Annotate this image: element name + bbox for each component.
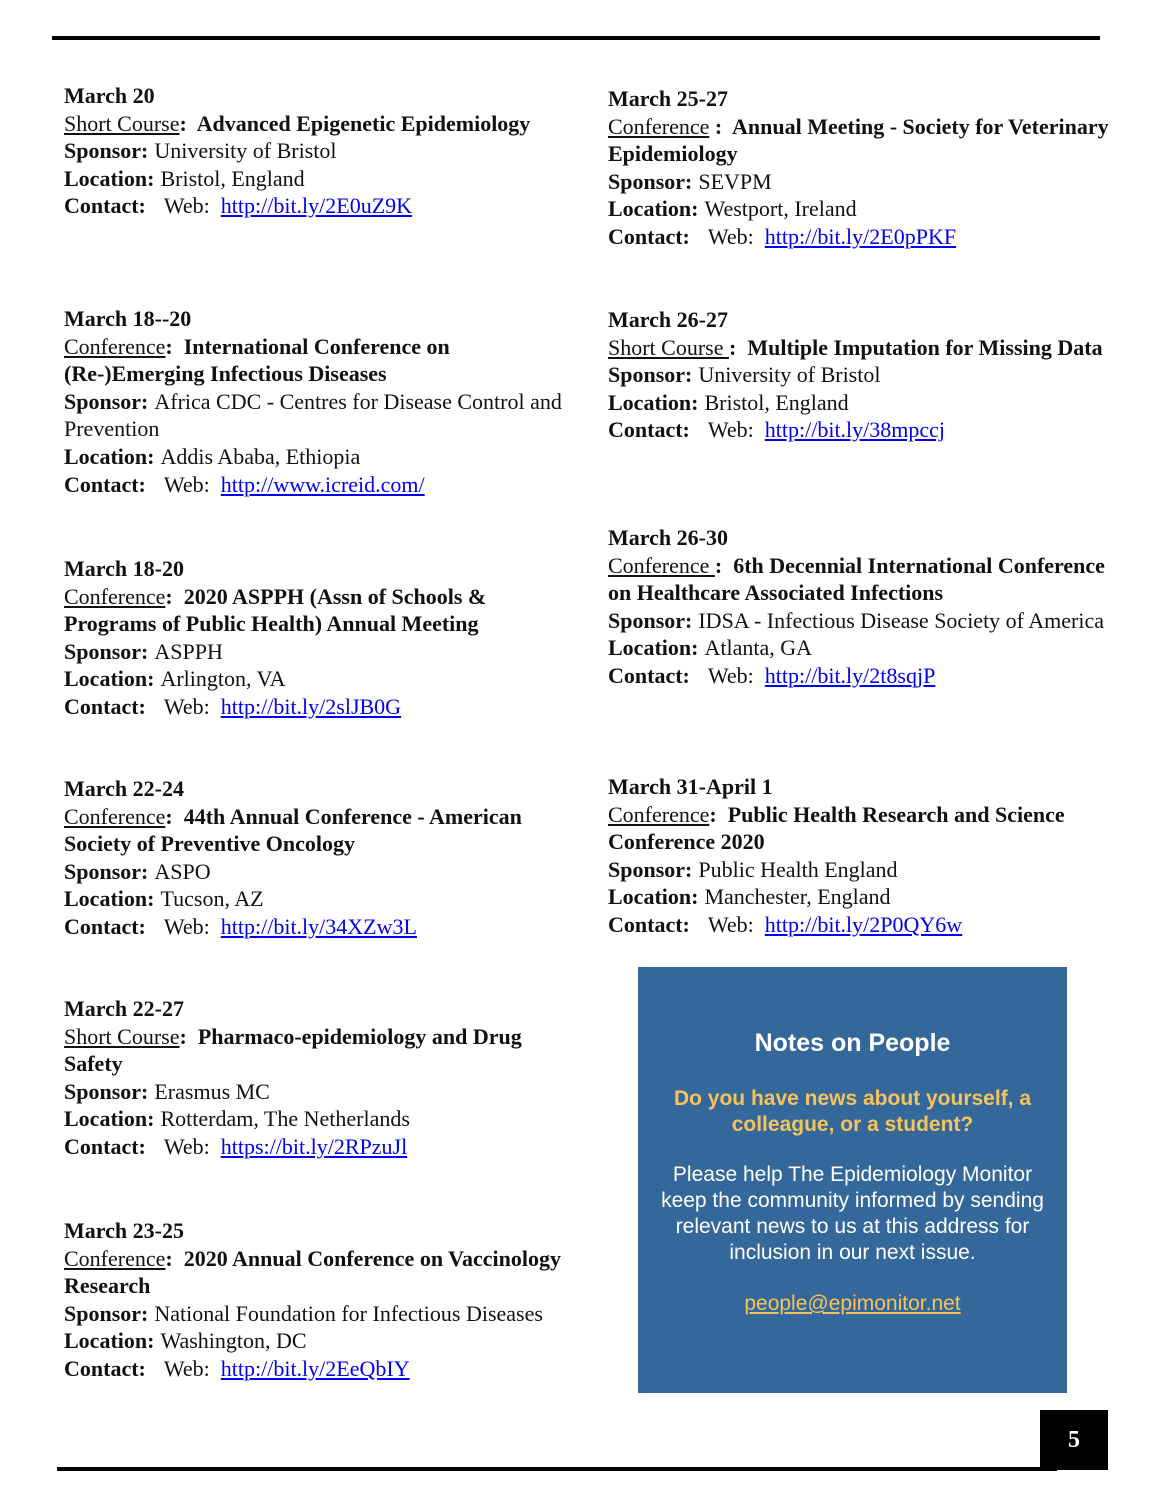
event-date: March 22-27 bbox=[64, 996, 184, 1021]
location-value: Westport, Ireland bbox=[704, 196, 857, 222]
event-location bbox=[608, 389, 1113, 417]
sponsor-value: ASPPH bbox=[154, 638, 223, 664]
location-value: Atlanta, GA bbox=[704, 635, 812, 661]
event-location bbox=[64, 443, 584, 471]
event-date: March 26-30 bbox=[608, 525, 728, 550]
location-value: Bristol, England bbox=[160, 165, 305, 191]
web-label: Web: bbox=[163, 913, 210, 939]
web-label: Web: bbox=[163, 471, 210, 497]
page-number: 5 bbox=[1040, 1410, 1108, 1470]
web-label: Web: bbox=[163, 1133, 210, 1159]
location-label: Location: bbox=[64, 165, 155, 191]
event-title: International Conference on (Re-)Emerging Infectious Diseases bbox=[64, 333, 450, 387]
event-entry bbox=[608, 773, 1113, 939]
event-type: Conference bbox=[64, 1245, 166, 1271]
event-sponsor bbox=[608, 168, 1113, 196]
event-heading bbox=[64, 803, 584, 858]
event-type-sep: : bbox=[165, 803, 173, 829]
location-label: Location: bbox=[608, 635, 699, 661]
event-type-sep: : bbox=[714, 552, 723, 578]
event-date: March 18-20 bbox=[64, 556, 184, 581]
event-link[interactable]: http://bit.ly/2slJB0G bbox=[220, 693, 402, 719]
event-location bbox=[64, 885, 584, 913]
event-entry bbox=[608, 524, 1113, 690]
contact-label: Contact: bbox=[608, 662, 690, 688]
sponsor-label: Sponsor: bbox=[64, 858, 149, 884]
event-heading bbox=[64, 583, 584, 638]
event-contact bbox=[64, 913, 584, 941]
contact-label: Contact: bbox=[64, 193, 146, 219]
event-heading bbox=[608, 334, 1113, 362]
location-value: Addis Ababa, Ethiopia bbox=[160, 443, 361, 469]
event-type-sep: : bbox=[709, 801, 717, 827]
sponsor-value: University of Bristol bbox=[154, 138, 337, 164]
event-entry bbox=[64, 775, 584, 941]
sponsor-label: Sponsor: bbox=[64, 1078, 149, 1104]
event-date: March 22-24 bbox=[64, 776, 184, 801]
web-label: Web: bbox=[707, 911, 754, 937]
event-contact bbox=[64, 192, 584, 220]
event-type: Conference bbox=[608, 113, 710, 139]
event-heading bbox=[64, 110, 584, 138]
web-label: Web: bbox=[707, 223, 754, 249]
notes-question: Do you have news about yourself, a colleague, or a student? bbox=[673, 1087, 1032, 1136]
contact-label: Contact: bbox=[64, 693, 146, 719]
contact-label: Contact: bbox=[64, 1355, 146, 1381]
notes-title: Notes on People bbox=[754, 1029, 951, 1057]
event-location bbox=[608, 883, 1113, 911]
location-label: Location: bbox=[64, 1106, 155, 1132]
sponsor-value: Africa CDC - Centres for Disease Control and Prevention bbox=[64, 388, 562, 442]
event-type: Conference bbox=[64, 333, 166, 359]
event-entry bbox=[64, 305, 584, 498]
event-heading bbox=[608, 801, 1113, 856]
event-type-sep: : bbox=[165, 333, 173, 359]
sponsor-label: Sponsor: bbox=[608, 362, 693, 388]
contact-label: Contact: bbox=[64, 913, 146, 939]
event-contact bbox=[64, 1355, 584, 1383]
contact-label: Contact: bbox=[608, 911, 690, 937]
event-location bbox=[608, 634, 1113, 662]
event-date: March 26-27 bbox=[608, 307, 728, 332]
event-link[interactable]: http://bit.ly/34XZw3L bbox=[220, 913, 417, 939]
location-label: Location: bbox=[608, 884, 699, 910]
event-heading bbox=[64, 1023, 584, 1078]
web-label: Web: bbox=[163, 193, 210, 219]
location-label: Location: bbox=[64, 886, 155, 912]
event-contact bbox=[608, 416, 1113, 444]
event-type-sep: : bbox=[179, 110, 187, 136]
event-heading bbox=[64, 333, 584, 388]
event-link[interactable]: http://bit.ly/2P0QY6w bbox=[764, 911, 963, 937]
event-title: 6th Decennial International Conference on Healthcare Associated Infections bbox=[608, 552, 1105, 606]
event-link[interactable]: http://bit.ly/2E0pPKF bbox=[764, 223, 957, 249]
event-type-sep: : bbox=[729, 334, 737, 360]
contact-label: Contact: bbox=[608, 223, 690, 249]
event-type: Short Course bbox=[608, 334, 729, 360]
sponsor-label: Sponsor: bbox=[608, 168, 693, 194]
event-title: Advanced Epigenetic Epidemiology bbox=[196, 110, 531, 136]
event-title: 2020 Annual Conference on Vaccinology Research bbox=[64, 1245, 562, 1299]
event-type-sep: : bbox=[179, 1023, 187, 1049]
event-type: Conference bbox=[64, 803, 166, 829]
sponsor-label: Sponsor: bbox=[608, 607, 693, 633]
event-title: 44th Annual Conference - American Society of Preventive Oncology bbox=[64, 803, 522, 857]
event-type: Conference bbox=[64, 583, 166, 609]
event-date: March 23-25 bbox=[64, 1218, 184, 1243]
event-sponsor bbox=[64, 388, 584, 443]
sponsor-label: Sponsor: bbox=[608, 856, 693, 882]
sponsor-value: University of Bristol bbox=[698, 362, 881, 388]
event-sponsor bbox=[608, 856, 1113, 884]
event-location bbox=[64, 1105, 584, 1133]
event-heading bbox=[64, 1245, 584, 1300]
sponsor-value: IDSA - Infectious Disease Society of America bbox=[698, 607, 1105, 633]
web-label: Web: bbox=[163, 1355, 210, 1381]
contact-label: Contact: bbox=[64, 1133, 146, 1159]
event-sponsor bbox=[64, 1078, 584, 1106]
sponsor-label: Sponsor: bbox=[64, 138, 149, 164]
event-contact bbox=[608, 662, 1113, 690]
event-contact bbox=[64, 1133, 584, 1161]
location-value: Tucson, AZ bbox=[160, 886, 264, 912]
web-label: Web: bbox=[163, 693, 210, 719]
event-link[interactable]: http://bit.ly/2E0uZ9K bbox=[220, 193, 413, 219]
location-value: Washington, DC bbox=[160, 1328, 307, 1354]
notes-on-people-box bbox=[638, 967, 1067, 1393]
event-date: March 20 bbox=[64, 83, 155, 108]
event-location bbox=[64, 165, 584, 193]
event-link[interactable]: http://bit.ly/2EeQbIY bbox=[220, 1355, 410, 1381]
event-entry bbox=[64, 82, 584, 220]
event-type: Conference bbox=[608, 552, 715, 578]
location-value: Rotterdam, The Netherlands bbox=[160, 1106, 410, 1132]
event-type: Conference bbox=[608, 801, 710, 827]
event-title: Annual Meeting - Society for Veterinary Epidemiology bbox=[608, 113, 1109, 167]
event-sponsor bbox=[608, 361, 1113, 389]
event-contact bbox=[64, 693, 584, 721]
event-link[interactable]: http://bit.ly/2t8sqjP bbox=[764, 662, 936, 688]
notes-email-link[interactable]: people@epimonitor.net bbox=[744, 1292, 961, 1315]
event-type: Short Course bbox=[64, 1023, 180, 1049]
location-label: Location: bbox=[608, 196, 699, 222]
event-title: 2020 ASPPH (Assn of Schools & Programs of Public Health) Annual Meeting bbox=[64, 583, 487, 637]
event-link[interactable]: http://bit.ly/38mpccj bbox=[764, 417, 946, 443]
event-title: Pharmaco-epidemiology and Drug Safety bbox=[64, 1023, 522, 1077]
sponsor-label: Sponsor: bbox=[64, 388, 149, 414]
location-value: Arlington, VA bbox=[160, 666, 286, 692]
bottom-rule bbox=[57, 1467, 1057, 1471]
sponsor-value: National Foundation for Infectious Diseases bbox=[154, 1300, 543, 1326]
sponsor-value: SEVPM bbox=[698, 168, 772, 194]
event-entry bbox=[64, 1217, 584, 1383]
event-sponsor bbox=[64, 638, 584, 666]
location-label: Location: bbox=[64, 666, 155, 692]
sponsor-value: ASPO bbox=[154, 858, 211, 884]
event-type-sep: : bbox=[165, 583, 173, 609]
event-link[interactable]: https://bit.ly/2RPzuJl bbox=[220, 1133, 408, 1159]
event-location bbox=[64, 665, 584, 693]
location-label: Location: bbox=[64, 443, 155, 469]
event-title: Multiple Imputation for Missing Data bbox=[747, 334, 1103, 360]
sponsor-value: Public Health England bbox=[698, 856, 898, 882]
event-date: March 31-April 1 bbox=[608, 774, 773, 799]
event-sponsor bbox=[64, 137, 584, 165]
event-date: March 25-27 bbox=[608, 86, 728, 111]
event-sponsor bbox=[64, 858, 584, 886]
event-type-sep: : bbox=[165, 1245, 173, 1271]
contact-label: Contact: bbox=[608, 417, 690, 443]
event-entry bbox=[608, 85, 1113, 251]
event-contact bbox=[64, 471, 584, 499]
event-sponsor bbox=[608, 607, 1113, 635]
notes-body: Please help The Epidemiology Monitor keep the community informed by sending relevant news to us at this address for inclusion in our next issue. bbox=[661, 1163, 1044, 1264]
event-contact bbox=[608, 223, 1113, 251]
event-type: Short Course bbox=[64, 110, 180, 136]
event-title: Public Health Research and Science Conference 2020 bbox=[608, 801, 1065, 855]
event-type-sep: : bbox=[709, 113, 723, 139]
sponsor-label: Sponsor: bbox=[64, 638, 149, 664]
top-rule bbox=[52, 36, 1100, 40]
location-label: Location: bbox=[608, 389, 699, 415]
web-label: Web: bbox=[707, 417, 754, 443]
event-link[interactable]: http://www.icreid.com/ bbox=[220, 471, 425, 497]
event-entry bbox=[64, 995, 584, 1161]
event-entry bbox=[64, 555, 584, 721]
location-label: Location: bbox=[64, 1328, 155, 1354]
event-location bbox=[608, 195, 1113, 223]
event-date: March 18--20 bbox=[64, 306, 192, 331]
location-value: Bristol, England bbox=[704, 389, 849, 415]
location-value: Manchester, England bbox=[704, 884, 891, 910]
sponsor-label: Sponsor: bbox=[64, 1300, 149, 1326]
sponsor-value: Erasmus MC bbox=[154, 1078, 270, 1104]
event-contact bbox=[608, 911, 1113, 939]
event-sponsor bbox=[64, 1300, 584, 1328]
event-location bbox=[64, 1327, 584, 1355]
contact-label: Contact: bbox=[64, 471, 146, 497]
event-heading bbox=[608, 552, 1113, 607]
web-label: Web: bbox=[707, 662, 754, 688]
event-heading bbox=[608, 113, 1113, 168]
event-entry bbox=[608, 306, 1113, 444]
